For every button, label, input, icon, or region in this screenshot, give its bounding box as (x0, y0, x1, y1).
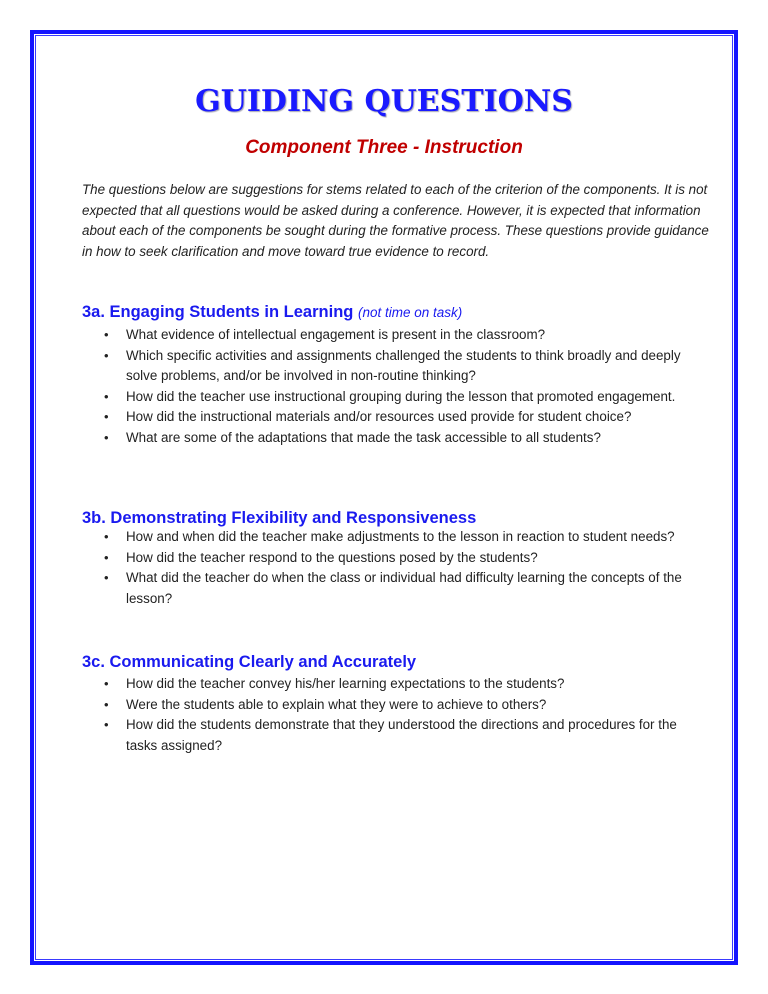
list-item (82, 715, 686, 756)
section-heading-text: 3c. Communicating Clearly and Accurately (82, 653, 417, 671)
question-list (82, 674, 722, 756)
section-heading (82, 301, 722, 324)
question-text: Which specific activities and assignments challenged the students to think broadly and deeply solve problems, and/or be involved in non-routine thinking? (126, 347, 681, 383)
intro-paragraph: The questions below are suggestions for stems related to each of the criterion of the components. It is not expected that all questions would be asked during a conference. However, it is expected that information about each of the components be sought during the formative process. These questions provide guidance in how to seek clarification and move toward true evidence to record. (82, 182, 709, 259)
bullet-icon: • (104, 696, 109, 712)
list-item (82, 325, 686, 346)
section-heading-text: 3b. Demonstrating Flexibility and Responsiveness (82, 509, 477, 527)
bullet-icon: • (104, 347, 109, 363)
list-item (82, 674, 686, 695)
question-text: How did the instructional materials and/or resources used provide for student choice? (126, 409, 632, 424)
bullet-icon: • (104, 388, 109, 404)
bullet-icon: • (104, 676, 109, 691)
bullet-icon: • (104, 717, 109, 732)
list-item (82, 346, 686, 387)
section-3c (82, 651, 722, 756)
page-border-inner (35, 35, 733, 960)
bullet-icon: • (104, 570, 109, 585)
question-list (82, 527, 722, 609)
question-text: What are some of the adaptations that made the task accessible to all students? (126, 429, 601, 445)
list-item (82, 695, 686, 716)
question-text: How did the teacher respond to the questions posed by the students? (126, 549, 538, 565)
bullet-icon: • (104, 549, 109, 565)
question-text: How did the students demonstrate that they understood the directions and procedures for the tasks assigned? (126, 717, 677, 753)
bullet-icon: • (104, 327, 109, 342)
document-title: GUIDING QUESTIONS (195, 84, 573, 119)
list-item (82, 407, 686, 428)
list-item (82, 527, 686, 548)
page-border (30, 30, 738, 965)
list-item (82, 428, 686, 449)
section-3a (82, 301, 722, 448)
document-subtitle: Component Three - Instruction (245, 137, 523, 158)
section-heading (82, 651, 722, 673)
question-text: What did the teacher do when the class or individual had difficulty learning the concepts of the lesson? (126, 570, 682, 606)
section-heading-note: (not time on task) (357, 305, 463, 320)
question-text: Were the students able to explain what they were to achieve to others? (126, 696, 547, 712)
section-heading (82, 507, 722, 529)
question-text: How did the teacher convey his/her learning expectations to the students? (126, 676, 565, 691)
question-text: How did the teacher use instructional grouping during the lesson that promoted engagement. (126, 388, 676, 404)
bullet-icon: • (104, 409, 109, 424)
section-heading-text: 3a. Engaging Students in Learning (82, 303, 354, 321)
section-3b (82, 507, 722, 609)
list-item (82, 387, 686, 408)
question-text: How and when did the teacher make adjustments to the lesson in reaction to student needs? (126, 529, 675, 544)
question-list (82, 325, 722, 448)
question-text: What evidence of intellectual engagement is present in the classroom? (126, 327, 546, 342)
list-item (82, 568, 686, 609)
bullet-icon: • (104, 429, 109, 445)
list-item (82, 548, 686, 569)
bullet-icon: • (104, 529, 109, 544)
